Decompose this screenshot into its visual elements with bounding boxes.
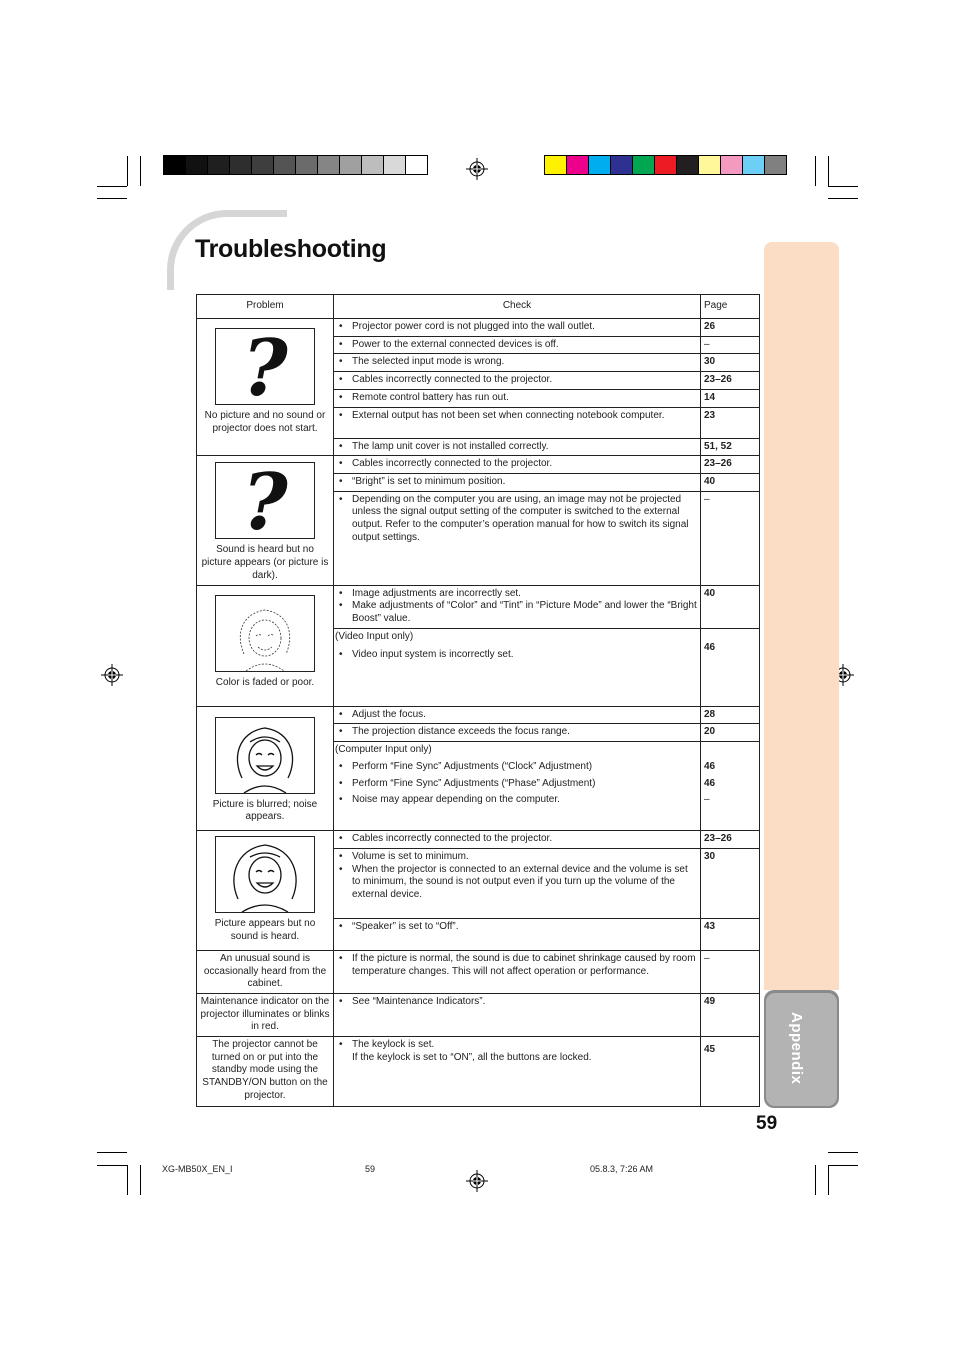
page-title: Troubleshooting: [195, 235, 387, 263]
check-cell: (Computer Input only) • Perform “Fine Sync” Adjustments (“Clock” Adjustment) • Perform “Fine Sync” Adjustments (“Phase” Adjustment) • Noise may appear depending on the computer.: [334, 742, 701, 831]
problem-text: An unusual sound is occasionally heard from the cabinet.: [203, 952, 327, 990]
check-text: Make adjustments of “Color” and “Tint” in “Picture Mode” and lower the “Bright Boost” value.: [352, 600, 697, 625]
check-text: Image adjustments are incorrectly set.: [352, 587, 521, 599]
page-ref: 40: [701, 585, 760, 628]
svg-text:?: ?: [242, 462, 288, 540]
calibration-swatch: [566, 155, 589, 175]
calibration-swatch: [383, 155, 406, 175]
check-text: Noise may appear depending on the computer.: [352, 794, 560, 806]
check-cell: • Power to the external connected devices is off.: [334, 336, 701, 354]
page-ref: –: [704, 794, 710, 806]
check-cell: • Cables incorrectly connected to the projector.: [334, 372, 701, 390]
check-cell: • Remote control battery has run out.: [334, 389, 701, 407]
problem-text: Picture is blurred; noise appears.: [212, 798, 318, 823]
check-text: If the picture is normal, the sound is due to cabinet shrinkage caused by room temperature changes. This will not affect operation or performance.: [352, 952, 696, 977]
calibration-swatch: [720, 155, 743, 175]
check-text: “Bright” is set to minimum position.: [352, 475, 506, 487]
check-text: Video input system is incorrectly set.: [352, 649, 514, 661]
calibration-swatch: [654, 155, 677, 175]
page-ref: 30: [701, 848, 760, 918]
check-cell: • See “Maintenance Indicators”.: [334, 993, 701, 1036]
check-cell: • Cables incorrectly connected to the projector.: [334, 456, 701, 474]
check-text: Power to the external connected devices is off.: [352, 338, 559, 350]
crop-mark: [127, 156, 128, 186]
calibration-swatch: [632, 155, 655, 175]
check-text: Projector power cord is not plugged into the wall outlet.: [352, 321, 595, 332]
check-cell: • Image adjustments are incorrectly set. • Make adjustments of “Color” and “Tint” in “Picture Mode” and lower the “Bright Boost” value.: [334, 585, 701, 628]
header-page: Page: [701, 295, 760, 319]
footer-page: 59: [365, 1164, 376, 1174]
problem-text: No picture and no sound or projector does not start.: [204, 410, 326, 434]
check-cell: • Depending on the computer you are using, an image may not be projected unless the signal output setting of the computer is switched to the external output. Refer to the computer’s operation manual for how to switch its signal output settings.: [334, 491, 701, 585]
table-row: [197, 585, 760, 628]
check-text: Remote control battery has run out.: [352, 391, 509, 403]
problem-cell: [197, 1037, 334, 1107]
problem-text: Picture appears but no sound is heard.: [214, 918, 316, 942]
page-ref: 46: [704, 760, 716, 772]
check-cell: • “Speaker” is set to “Off”.: [334, 918, 701, 950]
problem-cell: [197, 831, 334, 951]
registration-mark-icon: [466, 1170, 488, 1192]
calibration-swatch: [588, 155, 611, 175]
page-ref: 30: [701, 354, 760, 372]
check-text: The selected input mode is wrong.: [352, 356, 505, 368]
problem-cell: [197, 456, 334, 585]
crop-mark: [97, 198, 127, 199]
appendix-tab-label: Appendix: [788, 1012, 805, 1085]
page-ref: 46: [701, 628, 760, 706]
problem-cell: [197, 993, 334, 1036]
page-ref: 40: [701, 473, 760, 491]
check-note: (Computer Input only): [335, 744, 432, 756]
page-ref: –: [701, 491, 760, 585]
table-row: [197, 456, 760, 474]
check-text: Volume is set to minimum.: [352, 850, 469, 862]
calibration-swatch: [339, 155, 362, 175]
calibration-swatch: [676, 155, 699, 175]
crop-mark: [828, 1165, 858, 1166]
problem-text: The projector cannot be turned on or put into the standby mode using the STANDBY/ON button on the projector.: [202, 1039, 328, 1101]
calibration-swatch: [185, 155, 208, 175]
crop-mark: [97, 1165, 127, 1166]
troubleshooting-table: [196, 294, 760, 1107]
problem-cell: [197, 319, 334, 456]
check-cell: • Adjust the focus.: [334, 706, 701, 724]
calibration-swatch: [361, 155, 384, 175]
check-cell: • Projector power cord is not plugged into the wall outlet.: [334, 319, 701, 337]
check-cell: • The lamp unit cover is not installed correctly.: [334, 438, 701, 456]
table-row: [197, 831, 760, 849]
calibration-swatch: [295, 155, 318, 175]
registration-mark-icon: [101, 664, 123, 686]
girl-faded-illustration-icon: [215, 595, 315, 672]
check-cell: • The selected input mode is wrong.: [334, 354, 701, 372]
page-ref: –: [701, 336, 760, 354]
calibration-swatch: [207, 155, 230, 175]
check-cell: • “Bright” is set to minimum position.: [334, 473, 701, 491]
page-ref: –: [701, 950, 760, 993]
page-ref: 20: [701, 724, 760, 742]
check-cell: • If the picture is normal, the sound is due to cabinet shrinkage caused by room temperature changes. This will not affect operation or performance.: [334, 950, 701, 993]
page-ref: 46: [704, 777, 716, 789]
calibration-swatch: [229, 155, 252, 175]
check-cell: • Cables incorrectly connected to the projector.: [334, 831, 701, 849]
problem-cell: [197, 585, 334, 706]
check-text: Adjust the focus.: [352, 708, 426, 720]
page-ref: 23–26: [701, 456, 760, 474]
page-ref: 43: [701, 918, 760, 950]
crop-mark: [815, 156, 816, 186]
calibration-swatch: [405, 155, 428, 175]
girl-blurred-illustration-icon: [215, 717, 315, 794]
calibration-swatch: [251, 155, 274, 175]
calibration-swatch: [764, 155, 787, 175]
check-text: “Speaker” is set to “Off”.: [352, 920, 459, 932]
calibration-swatch: [544, 155, 567, 175]
crop-mark: [140, 1165, 141, 1195]
crop-mark: [828, 156, 829, 186]
crop-mark: [127, 1165, 128, 1195]
check-text: Perform “Fine Sync” Adjustments (“Clock” Adjustment): [352, 760, 593, 772]
table-row: [197, 319, 760, 337]
table-row: [197, 1037, 760, 1107]
check-text: Cables incorrectly connected to the projector.: [352, 374, 553, 386]
page-ref: 51, 52: [701, 438, 760, 456]
page-ref: 14: [701, 389, 760, 407]
crop-mark: [828, 1165, 829, 1195]
table-row: [197, 950, 760, 993]
check-cell: • The keylock is set. If the keylock is set to “ON”, all the buttons are locked.: [334, 1037, 701, 1107]
question-mark-icon: [215, 462, 315, 539]
page-ref: 23–26: [701, 831, 760, 849]
crop-mark: [828, 1152, 858, 1153]
check-text: Depending on the computer you are using, an image may not be projected unless the signal output setting of the computer is switched to the external output. Refer to the computer’s operation manual for how to switch its signal output settings.: [352, 493, 689, 543]
check-text: See “Maintenance Indicators”.: [352, 995, 486, 1007]
check-text: Perform “Fine Sync” Adjustments (“Phase” Adjustment): [352, 777, 596, 789]
table-row: [197, 993, 760, 1036]
check-text: External output has not been set when connecting notebook computer.: [352, 409, 665, 421]
question-mark-icon: [215, 328, 315, 405]
header-check: Check: [334, 295, 701, 319]
crop-mark: [815, 1165, 816, 1195]
crop-mark: [140, 156, 141, 186]
check-text: The lamp unit cover is not installed correctly.: [352, 440, 549, 452]
header-problem: Problem: [197, 295, 334, 319]
check-text: Cables incorrectly connected to the projector.: [352, 458, 553, 470]
registration-mark-icon: [466, 158, 488, 180]
page-ref: 26: [701, 319, 760, 337]
page-ref: 49: [701, 993, 760, 1036]
problem-cell: [197, 950, 334, 993]
page-number: 59: [756, 1113, 778, 1134]
calibration-swatch: [273, 155, 296, 175]
page-ref: 28: [701, 706, 760, 724]
check-text-line2: If the keylock is set to “ON”, all the buttons are locked.: [352, 1051, 592, 1063]
page-ref: 23–26: [701, 372, 760, 390]
problem-text: Maintenance indicator on the projector illuminates or blinks in red.: [200, 995, 330, 1033]
sidebar-band: [764, 242, 839, 990]
check-cell: • Volume is set to minimum. • When the projector is connected to an external device and the volume is set to minimum, the sound is not output even if you turn up the volume of the external device.: [334, 848, 701, 918]
crop-mark: [828, 198, 858, 199]
check-text: Cables incorrectly connected to the projector.: [352, 833, 553, 845]
problem-cell: [197, 706, 334, 830]
calibration-swatch: [317, 155, 340, 175]
table-row: [197, 706, 760, 724]
check-text: The keylock is set.: [352, 1039, 435, 1051]
check-cell: • External output has not been set when connecting notebook computer.: [334, 407, 701, 438]
girl-no-sound-illustration-icon: [215, 836, 315, 913]
check-text: When the projector is connected to an external device and the volume is set to minimum, the sound is not output even if you turn up the volume of the external device.: [352, 863, 688, 900]
check-text: The projection distance exceeds the focus range.: [352, 726, 570, 738]
check-cell: (Video Input only) • Video input system is incorrectly set.: [334, 628, 701, 706]
table-header-row: [197, 295, 760, 319]
footer-timestamp: 05.8.3, 7:26 AM: [590, 1164, 654, 1174]
problem-text: Sound is heard but no picture appears (or picture is dark).: [201, 544, 329, 581]
crop-mark: [828, 186, 858, 187]
calibration-swatch: [698, 155, 721, 175]
crop-mark: [97, 186, 127, 187]
page-ref-cell: [701, 742, 760, 831]
page-ref: 23: [701, 407, 760, 438]
check-cell: • The projection distance exceeds the focus range.: [334, 724, 701, 742]
calibration-swatch: [163, 155, 186, 175]
calibration-swatch: [610, 155, 633, 175]
calibration-swatch: [742, 155, 765, 175]
page-ref: 45: [701, 1037, 760, 1107]
check-note: (Video Input only): [335, 630, 414, 642]
svg-text:?: ?: [242, 328, 288, 405]
crop-mark: [97, 1152, 127, 1153]
footer-filename: XG-MB50X_EN_I: [162, 1164, 233, 1174]
problem-text: Color is faded or poor.: [215, 676, 315, 688]
